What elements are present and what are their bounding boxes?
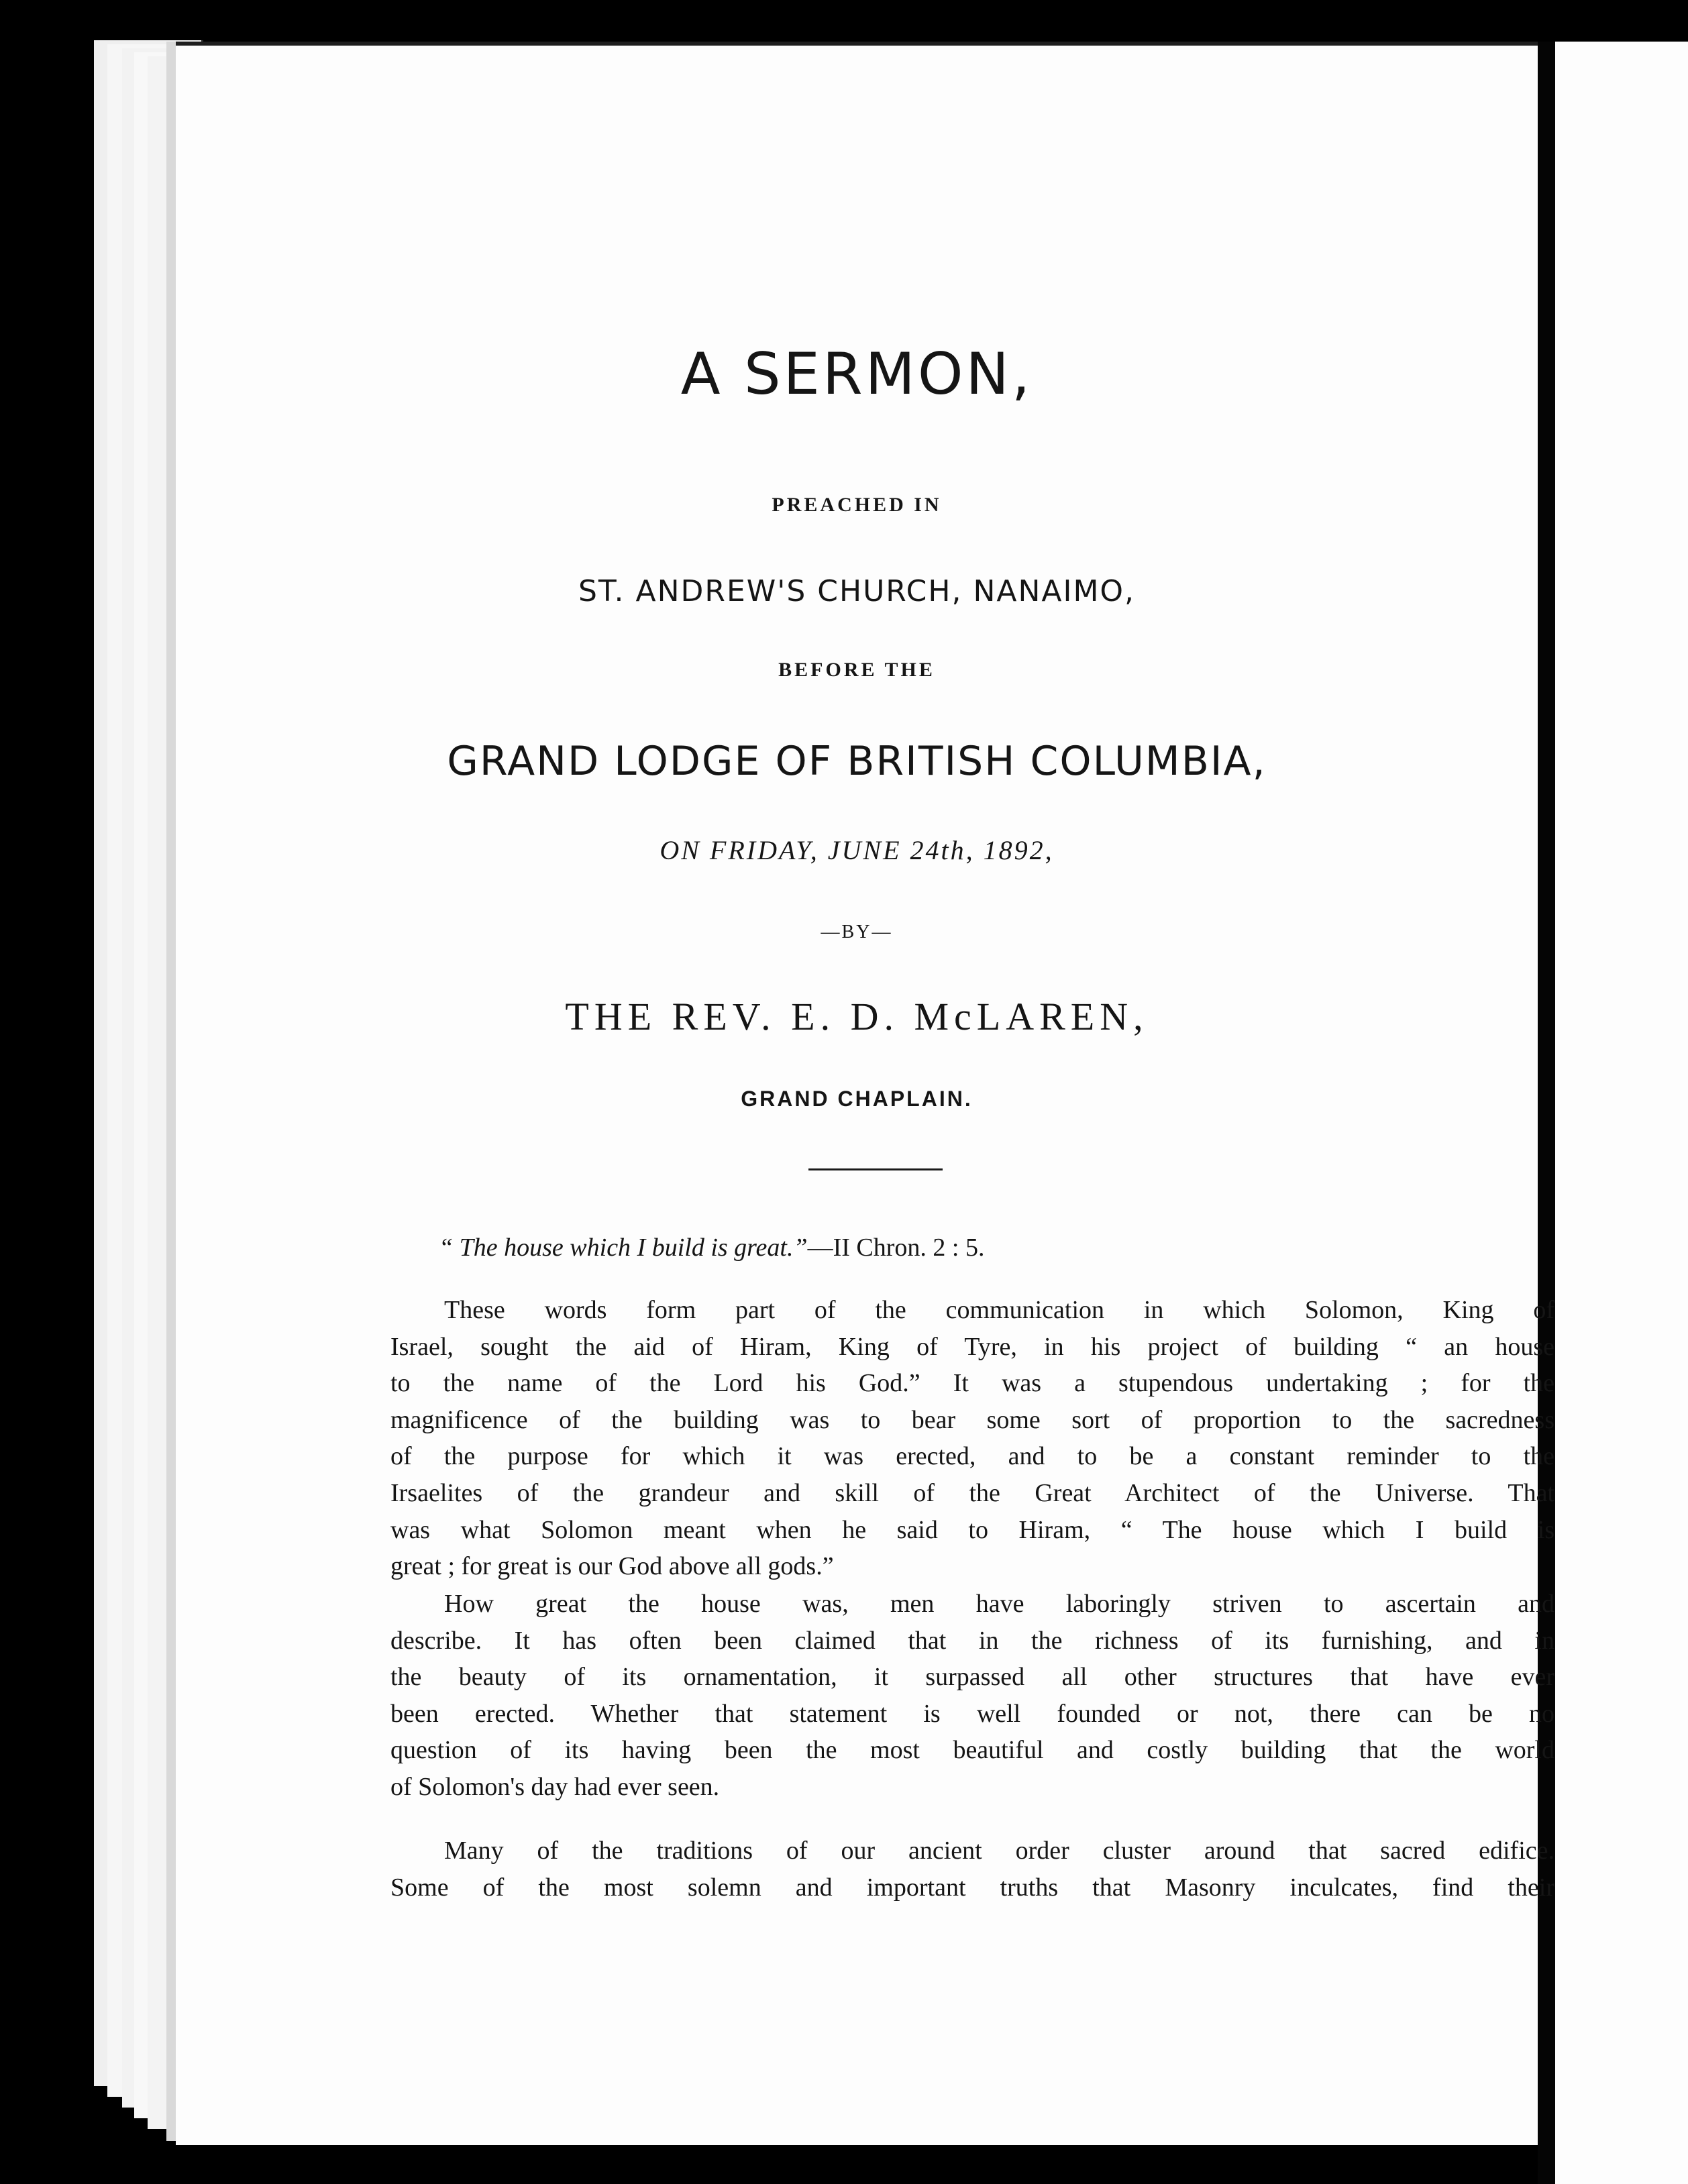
facing-page (1555, 42, 1688, 2184)
paragraph-2 (390, 1586, 1554, 1806)
paragraph-line: Israel, sought the aid of Hiram, King of Tyre, in his project of building “ an house (390, 1332, 1554, 1361)
paragraph-line: describe. It has often been claimed that in the richness of its furnishing, and in (390, 1626, 1554, 1655)
paragraph-line: been erected. Whether that statement is well founded or not, there can be no (390, 1699, 1554, 1728)
paragraph-line: was what Solomon meant when he said to Hiram, “ The house which I build is (390, 1515, 1554, 1544)
paragraph-line: of Solomon's day had ever seen. (390, 1772, 720, 1801)
document-page (176, 42, 1554, 2145)
preached-in-label: PREACHED IN (772, 494, 942, 516)
author-name: THE REV. E. D. McLAREN, (565, 995, 1149, 1038)
paragraph-line: These words form part of the communication in which Solomon, King of (444, 1296, 1554, 1324)
paragraph-line: question of its having been the most beautiful and costly building that the world (390, 1736, 1554, 1765)
divider-rule (808, 1168, 943, 1170)
paragraph-line: to the name of the Lord his God.” It was a stupendous undertaking ; for the (390, 1369, 1554, 1398)
paragraph-1 (390, 1292, 1554, 1585)
epigraph-quote: “ The house which I build is great.” (439, 1234, 808, 1262)
sermon-date: ON FRIDAY, JUNE 24th, 1892, (660, 835, 1054, 865)
paragraph-line: the beauty of its ornamentation, it surpassed all other structures that have ever (390, 1663, 1554, 1692)
paragraph-3 (390, 1833, 1554, 1906)
epigraph-reference: —II Chron. 2 : 5. (807, 1234, 985, 1262)
by-label: —BY— (821, 922, 893, 942)
sermon-title: A SERMON, (680, 341, 1033, 408)
paragraph-line: Some of the most solemn and important truths that Masonry inculcates, find their (390, 1873, 1554, 1902)
paragraph-line: great ; for great is our God above all gods.” (390, 1552, 834, 1581)
before-the-label: BEFORE THE (778, 659, 935, 681)
paragraph-line: Irsaelites of the grandeur and skill of the Great Architect of the Universe. That (390, 1478, 1554, 1507)
epigraph (439, 1230, 1579, 1266)
paragraph-line: of the purpose for which it was erected, and to be a constant reminder to the (390, 1442, 1554, 1471)
paragraph-line: magnificence of the building was to bear some sort of proportion to the sacredness (390, 1405, 1554, 1434)
church-name: ST. ANDREW'S CHURCH, NANAIMO, (578, 574, 1136, 608)
paragraph-line: How great the house was, men have laboringly striven to ascertain and (444, 1590, 1554, 1618)
author-title: GRAND CHAPLAIN. (741, 1087, 973, 1111)
paragraph-line: Many of the traditions of our ancient order cluster around that sacred edifice. (444, 1837, 1554, 1865)
lodge-name: GRAND LODGE OF BRITISH COLUMBIA, (447, 738, 1267, 785)
